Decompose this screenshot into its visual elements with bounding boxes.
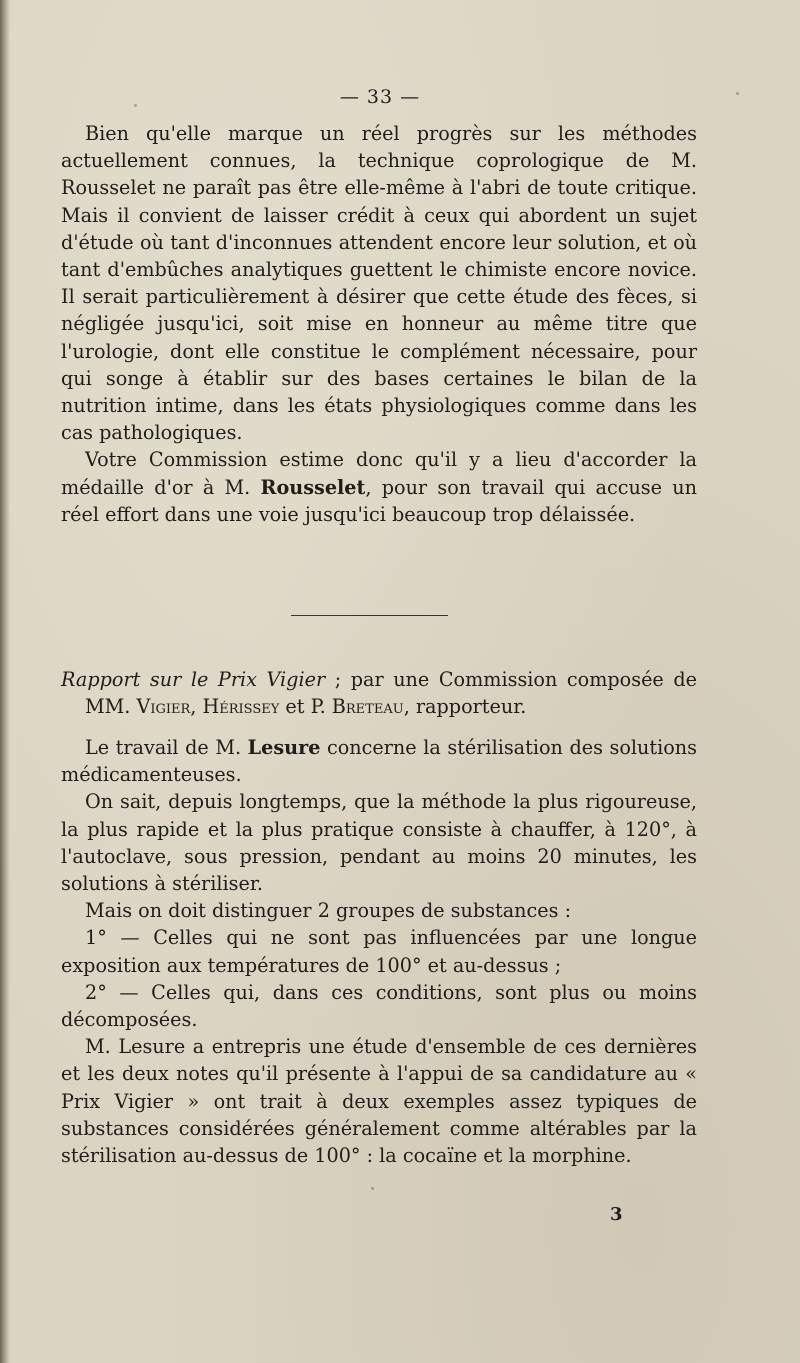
paragraph-lesure bbox=[61, 734, 697, 788]
signature-mark: 3 bbox=[610, 1204, 623, 1225]
paragraph-methode: On sait, depuis longtemps, que la méthode la plus rigoureuse, la plus rapide et la plus pratique consiste à chauffer, à 120°, à l'autoclave, sous pression, pendant au moins 20 minutes, les solutions à stériliser. bbox=[61, 790, 697, 896]
rapport-intro: ; par une Commission composée de MM. bbox=[85, 668, 697, 719]
member-herissey: Hérissey bbox=[202, 695, 280, 719]
paragraph-commission bbox=[61, 446, 697, 528]
lesure-name: Lesure bbox=[247, 736, 321, 759]
rapport-sep2: et P. bbox=[279, 695, 332, 719]
commission-text-before: Votre Commission estime donc qu'il y a lieu d'accorder la médaille d'or à M. bbox=[61, 448, 697, 499]
paper-speck bbox=[134, 104, 137, 107]
binding-edge bbox=[0, 0, 10, 1363]
lesure-text-after: concerne la stérilisation des solutions médicamenteuses. bbox=[61, 736, 697, 787]
laureate-name: Rousselet bbox=[260, 475, 366, 499]
rapport-heading-block bbox=[61, 666, 697, 720]
paper-speck bbox=[736, 92, 739, 95]
rapport-outro: , rapporteur. bbox=[403, 695, 527, 719]
commission-text-after: , pour son travail qui accuse un réel effort dans une voie jusqu'ici beaucoup trop délaissée. bbox=[61, 475, 697, 526]
paragraph-groupe-1: 1° — Celles qui ne sont pas influencées par une longue exposition aux températures de 100° et au-dessus ; bbox=[61, 926, 697, 977]
rapport-heading bbox=[61, 666, 697, 720]
paragraph-groupe-2: 2° — Celles qui, dans ces conditions, sont plus ou moins décomposées. bbox=[61, 980, 697, 1032]
text-block-bottom bbox=[61, 734, 697, 1169]
rapport-sep1: , bbox=[190, 695, 203, 719]
paragraph-groupes: Mais on doit distinguer 2 groupes de substances : bbox=[85, 899, 572, 923]
page-number: — 33 — bbox=[339, 86, 421, 108]
member-vigier: Vigier bbox=[136, 695, 191, 719]
paragraph-critique: Bien qu'elle marque un réel progrès sur les méthodes actuellement connues, la technique coprologique de M. Rousselet ne paraît pas être elle-même à l'abri de toute critique. Mais il convient de laisser crédit à ceux qui abordent un sujet d'étude où tant d'inconnues attendent encore leur solution, et où tant d'embûches analytiques guettent le chimiste encore novice. Il serait particulièrement à désirer que cette étude des fèces, si négligée jusqu'ici, soit mise en honneur au même titre que l'urologie, dont elle constitue le complément nécessaire, pour qui songe à établir sur des bases certaines le bilan de la nutrition intime, dans les états physiologiques comme dans les cas pathologiques. bbox=[61, 122, 697, 445]
section-divider bbox=[291, 615, 448, 616]
rapport-title: Rapport sur le Prix Vigier bbox=[61, 668, 326, 691]
paper-speck bbox=[371, 1187, 374, 1190]
member-breteau: Breteau bbox=[331, 695, 404, 719]
paragraph-etude: M. Lesure a entrepris une étude d'ensemble de ces dernières et les deux notes qu'il présente à l'appui de sa candidature au « Prix Vigier » ont trait à deux exemples assez typiques de substances considérées généralement comme altérables par la stérilisation au-dessus de 100° : la cocaïne et la morphine. bbox=[61, 1035, 697, 1168]
lesure-text-before: Le travail de M. bbox=[85, 736, 248, 759]
text-block-top bbox=[61, 120, 697, 528]
